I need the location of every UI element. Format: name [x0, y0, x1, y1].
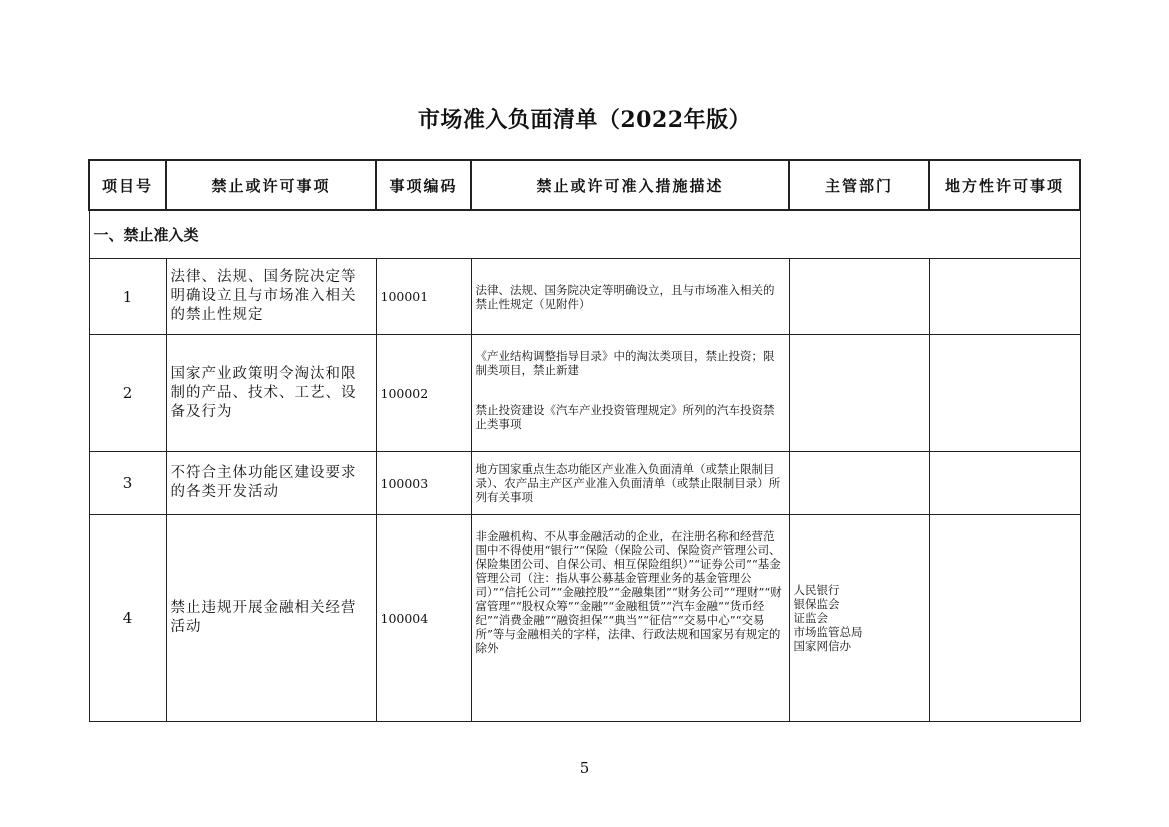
document-title: 市场准入负面清单（2022年版） — [417, 107, 752, 133]
department-name: 银保监会 — [793, 597, 840, 611]
row-number: 3 — [89, 452, 166, 515]
department-name: 人民银行 — [793, 583, 840, 597]
row-description — [471, 259, 789, 335]
row-item: 法律、法规、国务院决定等明确设立且与市场准入相关的禁止性规定 — [166, 259, 376, 335]
row-code: 100004 — [376, 515, 471, 722]
description-paragraph: 非金融机构、不从事金融活动的企业，在注册名称和经营范围中不得使用“银行”“保险（保险公司、保险资产管理公司、保险集团公司、自保公司、相互保险组织）”“证券公司”“基金管理公司（注：指从事公募基金管理业务的基金管理公司）”“信托公司”“金融控股”“金融集团”“财务公司”“理财”“财富管理”“股权众筹”“金融”“金融租赁”“汽车金融”“货币经纪”“消费金融”“融资担保”“典当”“征信”“交易中心”“交易所”等与金融相关的字样，法律、行政法规和国家另有规定的除外 — [475, 529, 782, 655]
description-paragraph: 禁止投资建设《汽车产业投资管理规定》所列的汽车投资禁止类事项 — [475, 403, 775, 431]
table-row — [89, 452, 1080, 515]
department-name: 国家网信办 — [793, 639, 851, 653]
row-local-permit — [929, 259, 1080, 335]
row-local-permit — [929, 452, 1080, 515]
table-row — [89, 259, 1080, 335]
header-department: 主管部门 — [789, 160, 929, 210]
header-code: 事项编码 — [376, 160, 471, 210]
header-item: 禁止或许可事项 — [166, 160, 376, 210]
row-number: 1 — [89, 259, 166, 335]
table-row — [89, 335, 1080, 452]
row-number: 4 — [89, 515, 166, 722]
row-department — [789, 335, 929, 452]
row-local-permit — [929, 515, 1080, 722]
row-item: 不符合主体功能区建设要求的各类开发活动 — [166, 452, 376, 515]
row-code: 100002 — [376, 335, 471, 452]
department-name: 市场监管总局 — [793, 625, 863, 639]
row-department — [789, 452, 929, 515]
header-description: 禁止或许可准入措施描述 — [471, 160, 789, 210]
row-item: 禁止违规开展金融相关经营活动 — [166, 515, 376, 722]
header-local-permit: 地方性许可事项 — [929, 160, 1080, 210]
description-paragraph: 《产业结构调整指导目录》中的淘汰类项目，禁止投资；限制类项目，禁止新建 — [475, 349, 775, 377]
row-item: 国家产业政策明令淘汰和限制的产品、技术、工艺、设备及行为 — [166, 335, 376, 452]
row-description — [471, 335, 789, 452]
negative-list-table — [88, 159, 1081, 722]
row-number: 2 — [89, 335, 166, 452]
description-paragraph: 地方国家重点生态功能区产业准入负面清单（或禁止限制目录）、农产品主产区产业准入负面清单（或禁止限制目录）所列有关事项 — [475, 462, 781, 504]
row-department — [789, 259, 929, 335]
page-number: 5 — [579, 759, 590, 777]
table-header-row — [89, 160, 1080, 210]
section-title: 一、禁止准入类 — [89, 210, 1080, 259]
row-description — [471, 515, 789, 722]
table-row — [89, 515, 1080, 722]
row-description — [471, 452, 789, 515]
department-name: 证监会 — [793, 611, 828, 625]
row-code: 100003 — [376, 452, 471, 515]
description-paragraph: 法律、法规、国务院决定等明确设立，且与市场准入相关的禁止性规定（见附件） — [475, 282, 775, 311]
header-item-no: 项目号 — [89, 160, 166, 210]
section-row — [89, 210, 1080, 259]
row-local-permit — [929, 335, 1080, 452]
row-department — [789, 515, 929, 722]
row-code: 100001 — [376, 259, 471, 335]
